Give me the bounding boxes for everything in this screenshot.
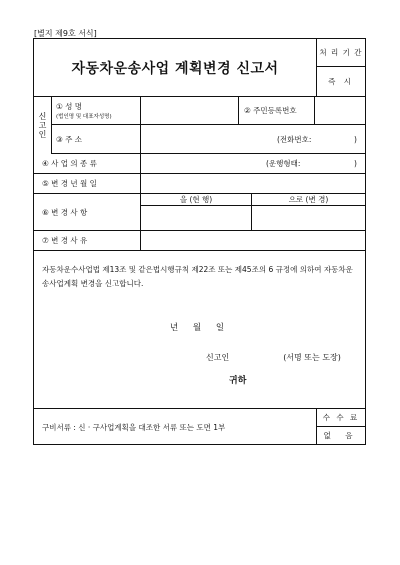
applicant-name-row: [52, 96, 365, 125]
signature-hint: (서명 또는 도장): [283, 353, 341, 362]
applicant-address-row: [52, 125, 365, 154]
change-date-field[interactable]: [141, 174, 365, 193]
change-reason-label: ⑦ 변 경 사 유: [42, 236, 88, 245]
rrn-field[interactable]: [315, 97, 365, 124]
date-line: 년 월 일: [170, 323, 225, 333]
name-label: ① 성 명: [56, 102, 82, 111]
address-field[interactable]: [141, 125, 261, 153]
name-field[interactable]: [141, 97, 238, 124]
addressee: 귀하: [229, 376, 247, 386]
required-documents: 구비서류 : 신 · 구사업계획을 대조한 서류 또는 도면 1부: [42, 422, 226, 432]
current-value-field[interactable]: [141, 206, 251, 231]
change-date-row: [34, 174, 365, 194]
fee-label: 수 수 료: [317, 409, 365, 427]
changed-value-field[interactable]: [252, 206, 365, 231]
signer-label: 신고인: [206, 353, 230, 362]
report-form: [33, 38, 366, 445]
name-label-cell: [56, 97, 140, 124]
fee-box: [316, 409, 365, 445]
rrn-label: ② 주민등록번호: [244, 106, 297, 115]
change-items-label: ⑥ 변 경 사 항: [42, 207, 88, 217]
phone-label: (전화번호:: [277, 134, 312, 144]
business-type-row: [34, 154, 365, 174]
current-header: 을 (현 행): [179, 195, 213, 204]
change-reason-field[interactable]: [141, 231, 365, 250]
change-date-label: ⑤ 변 경 년 월 일: [42, 179, 97, 188]
phone-close: ): [354, 134, 357, 144]
declaration-text: 자동차운수사업법 제13조 및 같은법시행규칙 제22조 또는 제45조의 6 규정에 의하여 자동차운송사업계획 변경을 신고합니다.: [42, 265, 353, 288]
business-type-field[interactable]: [141, 154, 261, 173]
name-sublabel: (법인명 및 대표자성명): [56, 114, 112, 120]
address-label: ③ 주 소: [56, 134, 82, 144]
form-title: 자동차운송사업 계획변경 신고서: [71, 60, 279, 77]
form-number-label: [별지 제9호 서식]: [34, 29, 97, 38]
changed-header: 으로 (변 경): [288, 195, 329, 204]
signature-line: [206, 352, 341, 363]
operation-close: ): [354, 159, 357, 168]
processing-period-label: 처 리 기 간: [317, 39, 365, 67]
operation-label: (운행형태:: [266, 159, 301, 168]
processing-period-box: [316, 39, 365, 96]
change-items-row: [34, 194, 365, 231]
fee-value: 없 음: [323, 431, 359, 440]
processing-period-value: 즉 시: [328, 76, 354, 86]
business-type-label: ④ 사 업 의 종 류: [42, 159, 97, 168]
change-items-header: [141, 194, 365, 206]
form-footer: [34, 408, 365, 444]
applicant-side-label: 신고인: [34, 96, 52, 154]
change-reason-row: [34, 231, 365, 251]
